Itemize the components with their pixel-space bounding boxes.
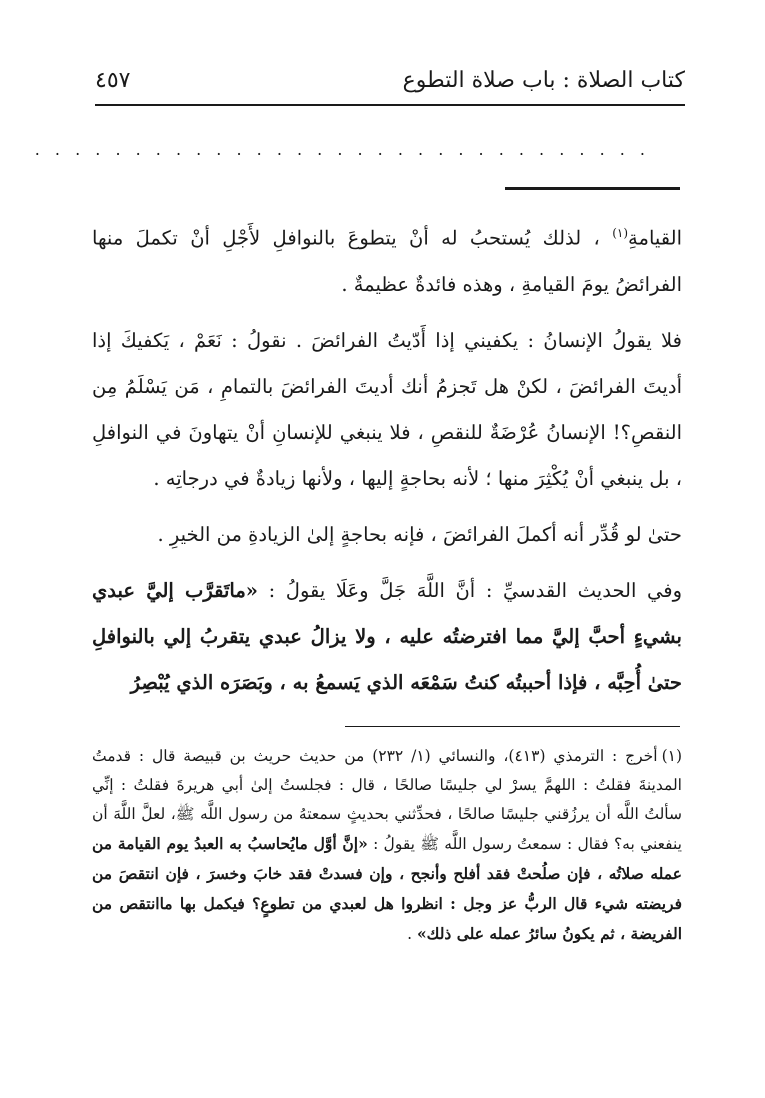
page-number: ٤٥٧ (95, 68, 131, 93)
page-header (95, 60, 685, 106)
hadith-paragraph (92, 568, 682, 706)
paragraph-2: فلا يقولُ الإنسانُ : يكفيني إذا أَدّيتُ الفرائضَ . نقولُ : نَعَمْ ، يَكفيكَ إذا أديتَ الفرائضَ ، لكنْ هل تَجزمُ أنك أديتَ الفرائضَ بالتمامِ ، مَن يَسْلَمُ مِن النقصِ؟! الإنسانُ عُرْضَةٌ للنقصِ ، فلا ينبغي للإنسانِ أنْ يتهاونَ في النوافلِ ، بل ينبغي أنْ يُكْثِرَ منها ؛ لأنه بحاجةٍ إليها ، ولأنها زيادةٌ في درجاتِه . (92, 328, 682, 490)
hadith-intro: وفي الحديث القدسيِّ : أنَّ اللَّهَ جَلَّ وعَلَا يقولُ : (268, 578, 682, 602)
dotted-separator: . . . . . . . . . . . . . . . . . . . . . . . . . . . . . . . (34, 140, 650, 159)
footnote-reference: (١) (612, 226, 629, 240)
footnote: (١)أخرج : الترمذي (٤١٣)، والنسائي (١/ ٢٣٢) من حديث حريث بن قبيصة قال : قدمتُ المدينةَ فقلتُ : اللهمَّ يسرْ لي جليسًا صالحًا ، قال : فجلستُ إلىٰ أبي هريرةَ فقلتُ : إنِّي سألتُ اللَّه أن يرزُقني جليسًا صالحًا ، فحدِّثني بحديثٍ سمعتهُ من رسول اللَّه ﷺ، لعلَّ اللَّهَ أن ينفعني به؟ فقال : سمعتُ رسول اللَّه ﷺ يقولُ : «إنَّ أوَّل مايُحاسبُ به العبدُ يوم القيامة من عمله صلاتُه ، فإن صلُحتْ فقد أفلح وأنجح ، وإن فسدتْ فقد خابَ وخسرَ ، فإن انتقصَ من فريضته شيء قال الربُّ عز وجل : انظروا هل لعبدي من تطوعٍ؟ فيكمل بها ماانتقص من الفريضة ، ثم يكونُ سائرُ عمله على ذلك» . (92, 747, 683, 943)
footnote-hadith: «إنَّ أوَّل مايُحاسبُ به العبدُ يوم القيامة من عمله صلاتُه ، فإن صلُحتْ فقد أفلح وأنجح ، وإن فسدتْ فقد خابَ وخسرَ ، فإن انتقصَ من فريضته شيء قال الربُّ عز وجل : انظروا هل لعبدي من تطوعٍ؟ فيكمل بها ماانتقص من الفريضة ، ثم يكونُ سائرُ عمله على ذلك» (92, 834, 682, 943)
hadith-quote: «ماتَقرَّب إليَّ عبدي بشيءٍ أحبَّ إليَّ مما افترضتُه عليه ، ولا يزالُ عبدي يتقربُ إلي بالنوافلِ حتىٰ أُحِبَّه ، فإذا أحببتُه كنتُ سَمْعَه الذي يَسمعُ به ، وبَصَرَه الذي يُبْصِرُ (92, 578, 682, 694)
footnote-rule (345, 726, 680, 727)
footnote-index: (١) (661, 747, 683, 765)
paragraph-1: القيامةِ$^{(١)}$ ، لذلك يُستحبُ له أنْ يتطوعَ بالنوافلِ لأَجْلِ أنْ تكملَ منها الفرائضُ يومَ القيامةِ ، وهذه فائدةٌ عظيمةٌ . (92, 226, 682, 296)
main-text (92, 210, 682, 716)
chapter-title: كتاب الصلاة : باب صلاة التطوع (402, 68, 685, 93)
footnote-citation: أخرج : الترمذي (٤١٣)، والنسائي (١/ ٢٣٢) من حديث حريث بن قبيصة قال : قدمتُ المدينةَ فقلتُ : اللهمَّ يسرْ لي جليسًا صالحًا ، قال : فجلستُ إلىٰ أبي هريرةَ فقلتُ : إنِّي سألتُ اللَّه أن يرزُقني جليسًا صالحًا ، فحدِّثني بحديثٍ سمعتهُ من رسول اللَّه ﷺ، لعلَّ اللَّهَ أن ينفعني به؟ فقال : سمعتُ رسول اللَّه ﷺ يقولُ : (92, 747, 682, 853)
section-rule (505, 187, 680, 190)
paragraph-3: حتىٰ لو قُدِّر أنه أكملَ الفرائضَ ، فإنه بحاجةٍ إلىٰ الزيادةِ من الخيرِ . (157, 522, 682, 546)
